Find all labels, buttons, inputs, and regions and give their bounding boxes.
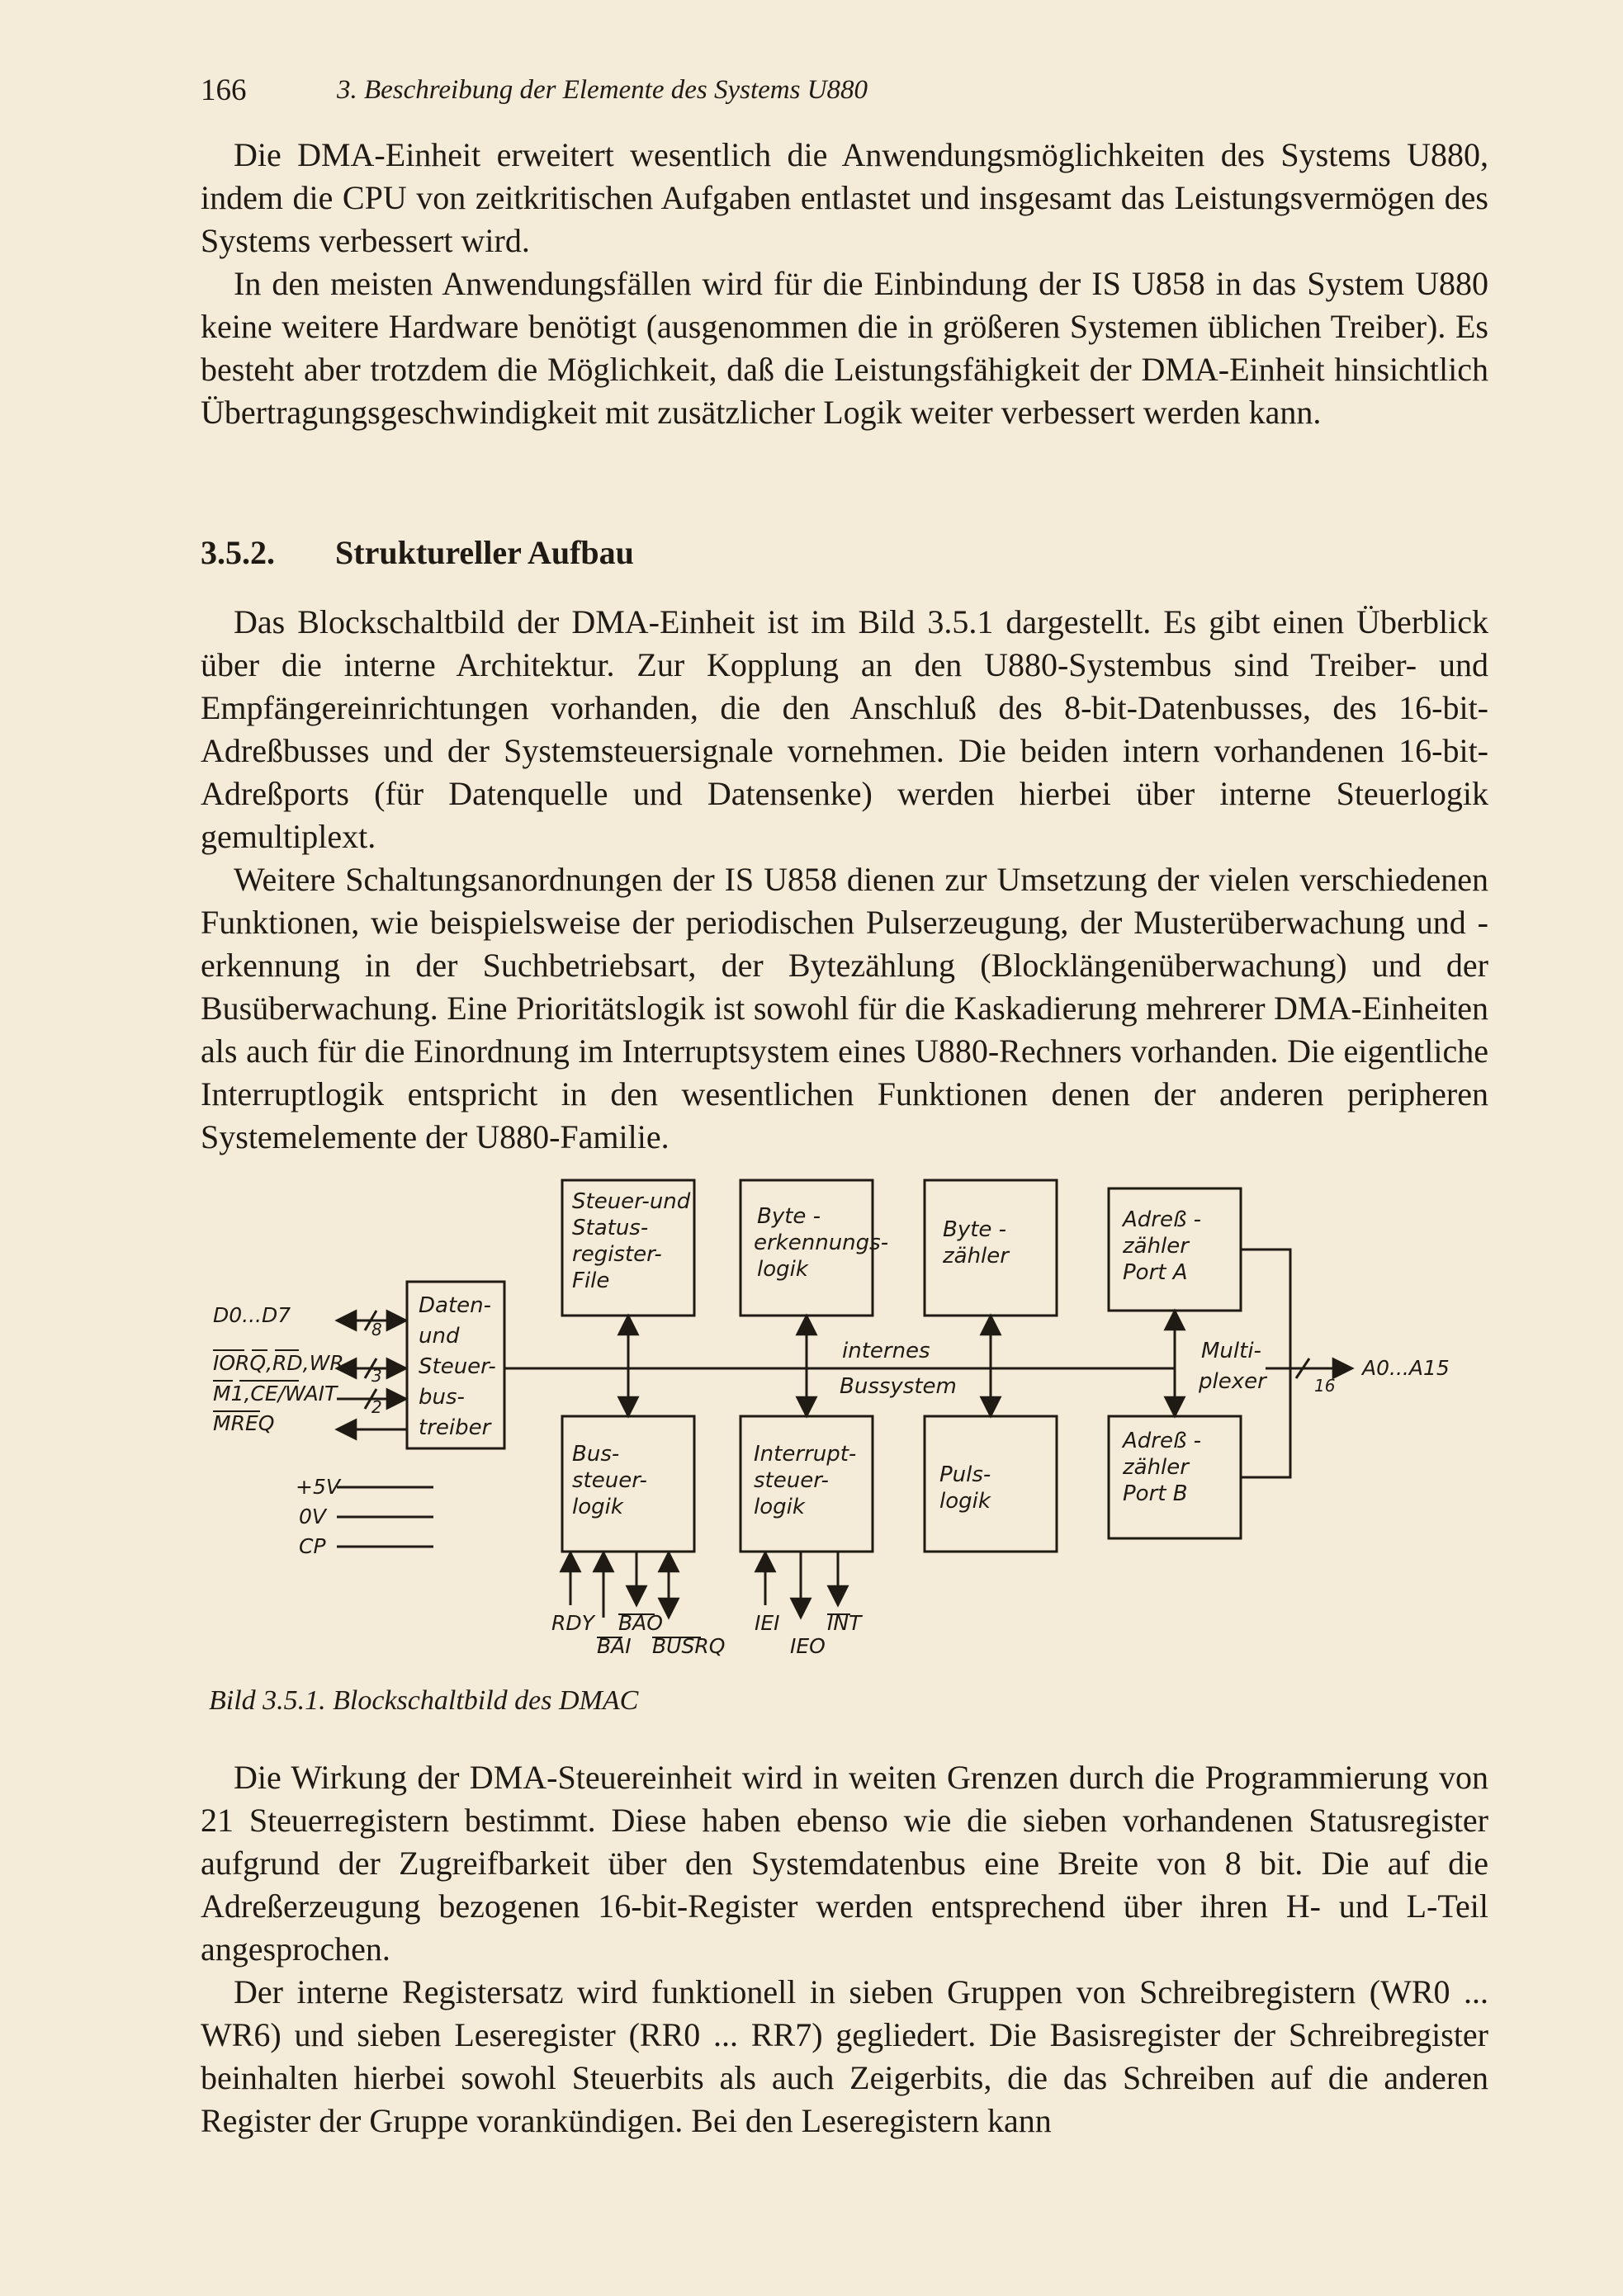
paragraph: In den meisten Anwendungsfällen wird für die Einbindung der IS U858 in das System U880 keine weitere Hardware benötigt (ausgenommen die in größeren Systemen üblichen Treiber). Es besteht aber trotzdem die Möglichkeit, daß die Leistungsfähigkeit der DMA-Einheit hinsichtlich Übertragungsgeschwindigkeit mit zusätzlicher Logik weiter verbessert werden kann.	[201, 265, 1488, 431]
label-puls-1: Puls-	[939, 1462, 991, 1487]
signal-bai: BAI	[597, 1634, 632, 1658]
label-bytezaehler-1: Byte -	[943, 1217, 1007, 1242]
signal-ctrl3-label: MREQ	[213, 1411, 275, 1435]
label-steuer-3: register-	[572, 1242, 662, 1267]
label-bussteuer-2: steuer-	[572, 1468, 647, 1493]
section-title: Struktureller Aufbau	[335, 534, 634, 571]
paragraph: Der interne Registersatz wird funktionell in sieben Gruppen von Schreibregistern (WR0 ... WR6) und sieben Leseregister (RR0 ... RR7) gegliedert. Die Basisregister der Schreibregister beinhalten hierbei sowohl Steuerbits als auch Zeigerbits, die das Schreiben auf die anderen Register der Gruppe vorankündigen. Bei den Leseregistern kann	[201, 1973, 1488, 2139]
signal-busrq: BUSRQ	[652, 1634, 726, 1658]
structure-text	[201, 601, 1488, 1159]
label-adresz-a-2: zähler	[1123, 1234, 1189, 1259]
label-byteerk-1: Byte -	[757, 1204, 821, 1229]
address-out-label: A0...A15	[1362, 1356, 1450, 1380]
intro-text	[201, 134, 1488, 434]
width-ctrl1: 3	[371, 1366, 382, 1386]
label-adresz-b-2: zähler	[1123, 1455, 1189, 1480]
label-steuer-4: File	[572, 1268, 610, 1293]
bus-label-bussystem: Bussystem	[840, 1374, 957, 1399]
label-daten-5: treiber	[419, 1415, 491, 1440]
label-bytezaehler-2: zähler	[943, 1244, 1009, 1268]
label-byteerk-3: logik	[757, 1257, 808, 1282]
label-adresz-a-3: Port A	[1123, 1260, 1188, 1285]
label-adresz-a-1: Adreß -	[1123, 1207, 1201, 1232]
signal-data-label: D0...D7	[213, 1303, 291, 1327]
power-label-cp: CP	[299, 1534, 326, 1558]
signal-iei: IEI	[755, 1611, 780, 1635]
register-text	[201, 1756, 1488, 2142]
label-steuer-1: Steuer-und	[572, 1189, 691, 1214]
mux-label-1: Multi-	[1201, 1339, 1261, 1363]
label-adresz-b-3: Port B	[1123, 1481, 1188, 1506]
width-data: 8	[371, 1320, 382, 1339]
section-heading	[201, 533, 634, 572]
block-diagram	[190, 1147, 1478, 1675]
signal-ctrl1-label: IORQ,RD,WR	[213, 1351, 344, 1375]
label-steuer-2: Status-	[572, 1216, 649, 1240]
power-label-0v: 0V	[299, 1505, 327, 1528]
power-label-5v: +5V	[296, 1475, 340, 1499]
signal-rdy: RDY	[551, 1611, 594, 1635]
mux-label-2: plexer	[1199, 1369, 1266, 1394]
block-diagram-svg	[190, 1147, 1478, 1675]
label-daten-1: Daten-	[419, 1293, 492, 1318]
paragraph: Die Wirkung der DMA-Steuereinheit wird in weiten Grenzen durch die Programmierung von 21 Steuerregistern bestimmt. Diese haben ebenso wie die sieben vorhandenen Statusregister aufgrund der Zugreifbarkeit über den Systemdatenbus eine Breite von 8 bit. Die auf die Adreßerzeugung bezogenen 16-bit-Register werden entsprechend über ihren H- und L-Teil angesprochen.	[201, 1759, 1488, 1968]
label-adresz-b-1: Adreß -	[1123, 1429, 1201, 1453]
label-interrupt-1: Interrupt-	[754, 1442, 857, 1467]
label-byteerk-2: erkennungs-	[754, 1231, 889, 1255]
paragraph: Das Blockschaltbild der DMA-Einheit ist im Bild 3.5.1 dargestellt. Es gibt einen Überblick über die interne Architektur. Zur Kopplung an den U880-Systembus sind Treiber- und Empfängereinrichtungen vorhanden, die den Anschluß des 8-bit-Datenbusses, des 16-bit-Adreßbusses und der Systemsteuersignale vornehmen. Die beiden intern vorhandenen 16-bit-Adreßports (für Datenquelle und Datensenke) werden hierbei über interne Steuerlogik gemultiplext.	[201, 603, 1488, 855]
signal-int: INT	[827, 1611, 862, 1635]
label-puls-2: logik	[939, 1489, 991, 1514]
signal-ctrl2-label: M1,CE/WAIT	[213, 1382, 338, 1405]
paragraph: Die DMA-Einheit erweitert wesentlich die Anwendungsmöglichkeiten des Systems U880, indem die CPU von zeitkritischen Aufgaben entlastet und insgesamt das Leistungsvermögen des Systems verbessert wird.	[201, 136, 1488, 259]
label-interrupt-3: logik	[754, 1495, 805, 1519]
label-bussteuer-1: Bus-	[572, 1442, 620, 1467]
label-daten-3: Steuer-	[419, 1354, 496, 1379]
signal-ieo: IEO	[790, 1634, 826, 1658]
paragraph: Weitere Schaltungsanordnungen der IS U858 dienen zur Umsetzung der vielen verschiedenen Funktionen, wie beispielsweise der periodischen Pulserzeugung, der Musterüberwachung und -erkennung in der Suchbetriebsart, der Bytezählung (Blocklängenüberwachung) und der Busüberwachung. Eine Prioritätslogik ist sowohl für die Kaskadierung mehrerer DMA-Einheiten als auch für die Einordnung im Interruptsystem eines U880-Rechners vorhanden. Die eigentliche Interruptlogik entspricht in den wesentlichen Funktionen denen der anderen peripheren Systemelemente der U880-Familie.	[201, 861, 1488, 1155]
label-daten-4: bus-	[419, 1385, 465, 1410]
figure-caption: Bild 3.5.1. Blockschaltbild des DMAC	[209, 1685, 639, 1716]
section-number: 3.5.2.	[201, 534, 275, 571]
signal-bao: BAO	[618, 1611, 663, 1635]
label-interrupt-2: steuer-	[754, 1468, 829, 1493]
label-daten-2: und	[419, 1324, 460, 1349]
width-ctrl2: 2	[371, 1397, 382, 1417]
page-number: 166	[201, 73, 247, 107]
address-out-width: 16	[1314, 1376, 1336, 1396]
bus-label-internes: internes	[842, 1339, 930, 1363]
running-title: 3. Beschreibung der Elemente des Systems U880	[337, 75, 868, 105]
label-bussteuer-3: logik	[572, 1495, 623, 1519]
